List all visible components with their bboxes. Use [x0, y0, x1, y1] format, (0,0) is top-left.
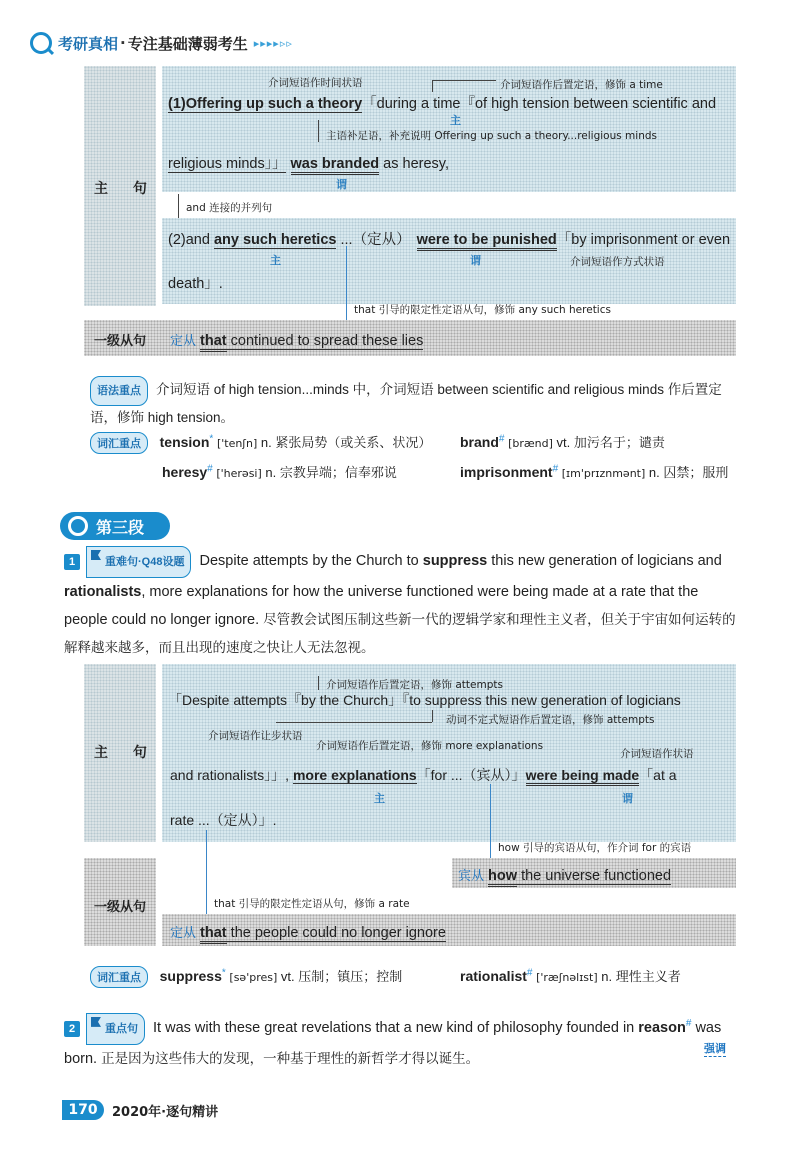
phonetic: ['ræʃnəlɪst]	[536, 971, 598, 984]
vocab-item-heresy	[162, 462, 397, 481]
definition: vt. 加污名于；谴责	[556, 435, 665, 450]
text: Despite attempts by the Church to	[199, 553, 423, 569]
sentence-line-2	[170, 765, 677, 785]
clause-connector-line	[490, 784, 491, 858]
vocab-word: tension	[159, 434, 210, 450]
sentence-number: 2	[64, 1021, 80, 1037]
sentence-line-4: death」.	[168, 276, 223, 292]
definition: n. 宗教异端；信奉邪说	[265, 465, 397, 480]
vocab-tag: 词汇重点	[90, 432, 148, 454]
definition: n. 理性主义者	[601, 969, 681, 984]
annotation-concession: 介词短语作让步状语	[208, 730, 303, 742]
header-slogan: 专注基础薄弱考生	[127, 34, 248, 53]
complement-phrase: as heresy,	[383, 156, 449, 172]
connector-line	[276, 722, 432, 723]
text: and rationalists」」,	[170, 767, 290, 783]
annotation-that-clause: that 引导的限定性定语从句，修饰 any such heretics	[354, 304, 611, 316]
sub-clause-label: 一级从句	[94, 334, 147, 349]
annotation-postmodifier: 介词短语作后置定语，修饰 a time	[500, 79, 663, 91]
annotation-postmod-explanations: 介词短语作后置定语，修饰 more explanations	[316, 740, 544, 752]
connector-line	[432, 80, 433, 92]
grammar-note	[90, 376, 740, 430]
vocab-word: rationalist	[460, 968, 527, 984]
conjunction: how	[488, 868, 517, 887]
annotation-complement: 主语补足语，补充说明 Offering up such a theory...religious minds	[326, 130, 657, 142]
clause-rest: the universe functioned	[517, 868, 672, 884]
that-clause-line	[170, 922, 446, 941]
vocab-item-imprisonment	[460, 462, 728, 481]
vocab-row-2	[90, 966, 402, 988]
keyword: suppress	[422, 553, 488, 569]
predicate-phrase: were being made	[526, 767, 640, 786]
text: 「at a	[639, 767, 677, 783]
sentence-line-3	[168, 228, 730, 249]
sub-clause-label: 一级从句	[94, 900, 147, 915]
clause-connector-line	[206, 830, 207, 916]
predicate-phrase: was branded	[291, 156, 380, 175]
text: was born.	[64, 1019, 722, 1067]
role-subject-1: 主	[450, 114, 461, 127]
role-predicate-1: 谓	[336, 178, 347, 191]
how-clause-line	[458, 865, 671, 884]
header-separator: ·	[120, 34, 126, 52]
annotation-and: and 连接的并列句	[186, 202, 273, 214]
grammar-tag: 语法重点	[90, 376, 148, 406]
clause-tag: 定从	[170, 333, 197, 348]
connector-line	[318, 120, 319, 142]
footer-title: 2020年·逐句精讲	[112, 1105, 219, 1120]
sentence-flag: 重难句·Q48设题	[86, 546, 191, 578]
sentence-line-1: 「Despite attempts『by the Church」『to suppress this new generation of logicians	[168, 692, 681, 708]
sentence-line-2	[168, 152, 449, 173]
star-icon: #	[207, 463, 213, 475]
definition: n. 囚禁；服刑	[648, 465, 729, 480]
sentence-flag: 重点句	[86, 1013, 145, 1045]
connector-line	[178, 194, 179, 218]
sub-clause-line	[170, 330, 423, 349]
phonetic: [sə'pres]	[229, 971, 278, 984]
manner-phrase: 「by imprisonment or even	[556, 232, 731, 248]
annotation-manner: 介词短语作方式状语	[570, 256, 665, 268]
vocab-word: suppress	[159, 968, 222, 984]
translation: 尽管教会试图压制这些新一代的逻辑学家和理性主义者，但关于宇宙如何运转的解释越来越多，而且出现的速度之快让人无法忽视。	[64, 612, 736, 656]
star-icon: #	[685, 1018, 692, 1029]
subject-phrase-2: any such heretics	[213, 232, 337, 248]
brand-name: 考研真相	[58, 34, 119, 53]
search-logo-icon	[30, 32, 52, 54]
page-number: 170	[62, 1100, 104, 1120]
annotation-infinitive: 动词不定式短语作后置定语，修饰 attempts	[446, 714, 655, 726]
page-header	[30, 28, 293, 58]
sentence-1-paragraph	[64, 546, 740, 662]
subject-phrase: (1)Offering up such a theory	[168, 96, 363, 112]
role-subject: 主	[374, 792, 385, 805]
connector-line	[318, 676, 319, 690]
relative-pronoun: that	[200, 333, 227, 352]
role-predicate: 谓	[622, 792, 633, 805]
star-icon: #	[552, 463, 559, 475]
main-clause-label: 主 句	[94, 745, 157, 761]
connector-line	[432, 80, 496, 81]
relative-pronoun: that	[200, 925, 227, 944]
star-icon: #	[526, 967, 533, 979]
vocab-item-rationalist	[460, 966, 681, 985]
main-clause-label: 主 句	[94, 181, 157, 197]
subject-phrase: more explanations	[292, 767, 417, 783]
grammar-text: 介词短语 of high tension...minds 中，介词短语 between scientific and religious minds 作后置定语，修饰 high tension。	[90, 382, 722, 425]
sentence-number: 1	[64, 554, 80, 570]
vocab-item-brand	[460, 432, 665, 451]
star-icon: *	[209, 433, 214, 445]
vocab-tag: 词汇重点	[90, 966, 148, 988]
star-icon: *	[221, 967, 226, 979]
sentence-line-3: rate ...（定从）」.	[170, 812, 277, 828]
role-subject-2: 主	[270, 254, 281, 267]
annotation-postmod-attempts: 介词短语作后置定语，修饰 attempts	[326, 679, 503, 691]
predicate-phrase-2: were to be punished	[417, 232, 557, 251]
connector-line	[432, 710, 433, 722]
keyword: reason	[638, 1019, 686, 1036]
object-phrase: religious minds」」	[168, 156, 287, 172]
annotation-adverbial: 介词短语作状语	[620, 748, 694, 760]
conj: (2)and	[168, 232, 214, 248]
emphasis-stamp: 强调	[704, 1042, 726, 1055]
sentence-line-1	[168, 92, 716, 113]
clause-marker: ...（定从）	[336, 232, 411, 248]
vocab-word: brand	[460, 434, 499, 450]
role-predicate-2: 谓	[470, 254, 481, 267]
section-header	[60, 512, 170, 540]
text: It was with these great revelations that a new kind of philosophy founded in	[153, 1019, 639, 1036]
prep-phrase: 「during a time『of high tension between scientific and	[362, 96, 717, 112]
vocab-word: heresy	[162, 464, 208, 480]
star-icon: #	[498, 433, 505, 445]
annotation-that-clause: that 引导的限定性定语从句，修饰 a rate	[214, 898, 410, 910]
section-title: 第三段	[96, 517, 145, 537]
search-icon	[68, 516, 88, 536]
phonetic: [brænd]	[508, 437, 553, 450]
keyword: rationalists	[64, 584, 142, 600]
clause-rest: the people could no longer ignore	[226, 925, 446, 941]
clause-connector-line	[346, 246, 347, 322]
phonetic: ['tenʃn]	[216, 437, 258, 450]
definition: n. 紧张局势（或关系、状况）	[260, 435, 432, 450]
phonetic: ['herəsi]	[216, 467, 262, 480]
annotation-how-clause: how 引导的宾语从句，作介词 for 的宾语	[498, 842, 692, 854]
phonetic: [ɪm'prɪznmənt]	[561, 467, 646, 480]
arrows-icon: ▸▸▸▸▹▹	[253, 36, 293, 50]
clause-tag: 定从	[170, 925, 197, 940]
clause-rest: continued to spread these lies	[226, 333, 424, 349]
text: this new generation of logicians and	[487, 553, 722, 569]
clause-tag: 宾从	[458, 868, 485, 883]
text: , more explanations for how the universe functioned were being made at a rate that the people could no longer ignore.	[64, 584, 699, 628]
vocab-row-1	[90, 432, 431, 454]
annotation-time-adverbial: 介词短语作时间状语	[268, 77, 363, 89]
sentence-2-paragraph	[64, 1010, 740, 1073]
definition: vt. 压制；镇压；控制	[280, 969, 403, 984]
vocab-word: imprisonment	[460, 464, 553, 480]
translation: 正是因为这些伟大的发现，一种基于理性的新哲学才得以诞生。	[101, 1050, 480, 1067]
clause-marker: 「for ...（宾从）」	[416, 767, 526, 783]
